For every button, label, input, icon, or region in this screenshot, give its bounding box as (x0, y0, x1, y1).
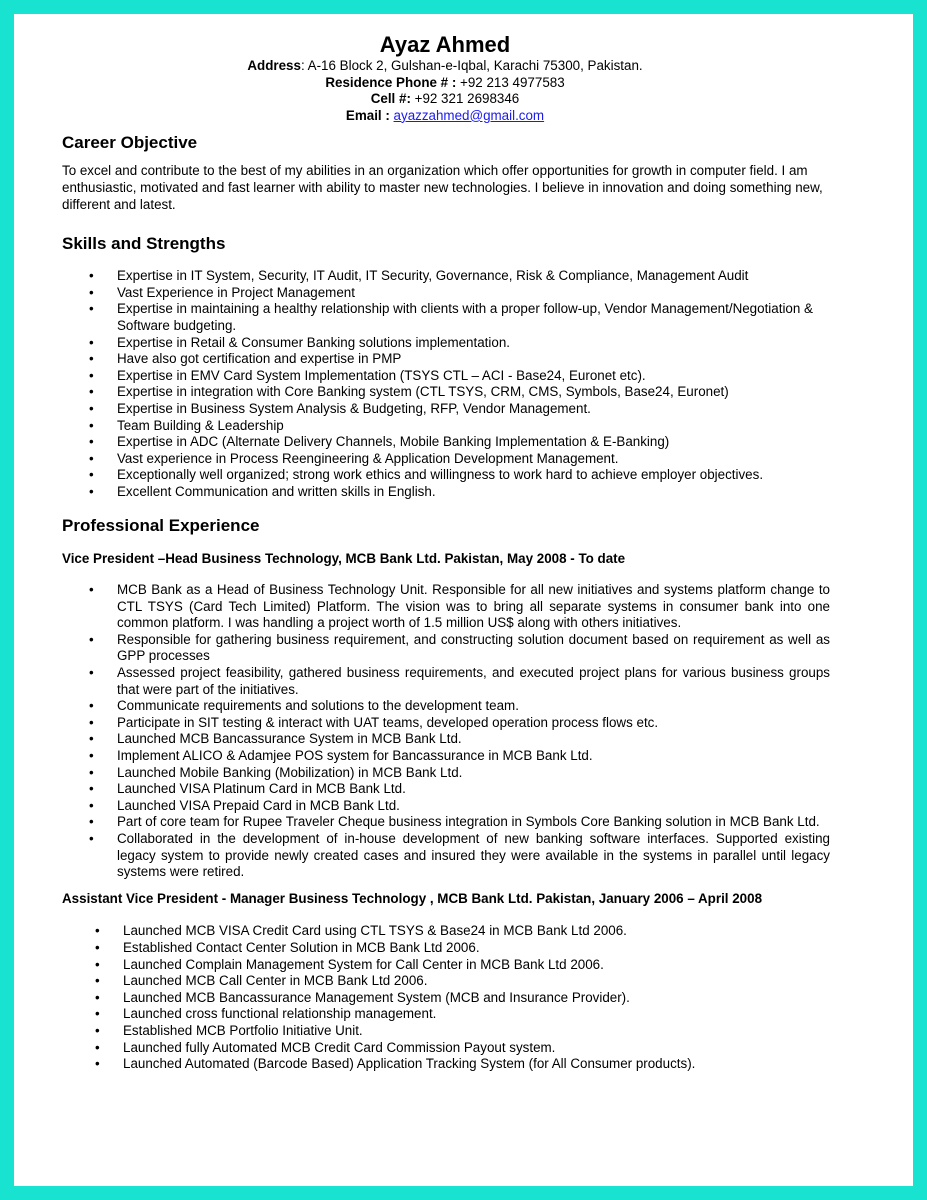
list-item-text: Expertise in ADC (Alternate Delivery Channels, Mobile Banking Implementation & E-Banking) (117, 434, 670, 450)
list-item-text: Launched cross functional relationship management. (123, 1006, 437, 1022)
list-item-text: Implement ALICO & Adamjee POS system for Bancassurance in MCB Bank Ltd. (117, 748, 593, 763)
bullet-icon: • (89, 814, 94, 830)
residence-phone-line (62, 75, 828, 92)
email-label: Email : (345, 107, 390, 123)
list-item (62, 973, 852, 990)
contact-header (62, 32, 828, 124)
list-item-text: Part of core team for Rupee Traveler Cheque business integration in Symbols Core Banking solution in MCB Bank Ltd. (117, 814, 820, 830)
skills-list (62, 268, 852, 500)
bullet-icon: • (95, 989, 100, 1005)
list-item (62, 1023, 852, 1040)
list-item (62, 1056, 852, 1073)
bullet-icon: • (95, 956, 100, 972)
list-item (62, 1006, 852, 1023)
list-item (62, 1040, 852, 1057)
email-line (62, 108, 828, 125)
list-item (62, 923, 852, 940)
bullet-icon: • (89, 284, 94, 300)
list-item (62, 451, 852, 468)
address-line (62, 58, 828, 75)
list-item-text: Launched Complain Management System for Call Center in MCB Bank Ltd 2006. (123, 956, 604, 972)
list-item (62, 368, 852, 385)
list-item-text: Established MCB Portfolio Initiative Unit. (123, 1022, 363, 1038)
list-item-text: Launched MCB VISA Credit Card using CTL TSYS & Base24 in MCB Bank Ltd 2006. (123, 923, 627, 939)
list-item (62, 940, 852, 957)
bullet-icon: • (89, 631, 94, 647)
career-objective-text: To excel and contribute to the best of my abilities in an organization which offer opportunities for growth in computer field. I am enthusiastic, motivated and fast learner with ability to master new technologies. I believe in innovation and doing something new, different and latest. (62, 163, 823, 212)
job-title-assistant-vice-president: Assistant Vice President - Manager Business Technology , MCB Bank Ltd. Pakistan, January 2006 – April 2008 (62, 890, 763, 906)
address-value: : A-16 Block 2, Gulshan-e-Iqbal, Karachi 75300, Pakistan. (300, 58, 643, 73)
list-item-text: Established Contact Center Solution in MCB Bank Ltd 2006. (123, 939, 480, 955)
bullet-icon: • (89, 698, 94, 714)
list-item-text: Excellent Communication and written skills in English. (117, 483, 436, 499)
email-link[interactable]: ayazzahmed@gmail.com (393, 107, 545, 123)
bullet-icon: • (95, 1039, 100, 1055)
list-item (62, 434, 852, 451)
bullet-icon: • (95, 1022, 100, 1038)
cell-line (62, 91, 828, 108)
bullet-icon: • (89, 384, 94, 400)
bullet-icon: • (89, 714, 94, 730)
list-item (62, 990, 852, 1007)
bullet-icon: • (89, 665, 94, 681)
bullet-icon: • (89, 400, 94, 416)
list-item (62, 335, 852, 352)
list-item-text: Launched VISA Prepaid Card in MCB Bank Ltd. (117, 797, 400, 813)
bullet-icon: • (89, 334, 94, 350)
skills-heading: Skills and Strengths (62, 234, 226, 254)
list-item-text: Communicate requirements and solutions to the development team. (117, 698, 519, 714)
list-item-text: Have also got certification and expertise in PMP (117, 351, 402, 367)
list-item (62, 351, 852, 368)
bullet-icon: • (89, 764, 94, 780)
bullet-icon: • (89, 434, 94, 450)
bullet-icon: • (89, 483, 94, 499)
list-item-text: Collaborated in the development of in-house development of new banking software interfaces. Supported existing legacy system to provide newly created cases and insured they were available in the systems in parallel until legacy systems were retired. (117, 830, 830, 880)
bullet-icon: • (95, 939, 100, 955)
cell-label: Cell #: (370, 91, 411, 107)
list-item (62, 268, 852, 285)
list-item (62, 665, 852, 698)
bullet-icon: • (89, 268, 94, 284)
list-item (62, 301, 852, 334)
bullet-icon: • (89, 467, 94, 483)
list-item-text: Expertise in integration with Core Banking system (CTL TSYS, CRM, CMS, Symbols, Base24, Euronet) (117, 384, 729, 400)
list-item-text: Launched MCB Call Center in MCB Bank Ltd 2006. (123, 973, 428, 989)
list-item-text: Participate in SIT testing & interact with UAT teams, developed operation process flows etc. (117, 714, 659, 730)
bullet-icon: • (89, 450, 94, 466)
list-item (62, 698, 852, 715)
list-item (62, 418, 852, 435)
bullet-icon: • (95, 973, 100, 989)
list-item (62, 632, 852, 665)
list-item-text: Expertise in maintaining a healthy relationship with clients with a proper follow-up, Vendor Management/Negotiation & Software budgeting. (117, 301, 813, 333)
list-item-text: Team Building & Leadership (117, 417, 284, 433)
list-item (62, 748, 852, 765)
list-item-text: Expertise in Business System Analysis & Budgeting, RFP, Vendor Management. (117, 400, 591, 416)
list-item-text: Vast experience in Process Reengineering & Application Development Management. (117, 450, 619, 466)
list-item (62, 781, 852, 798)
list-item-text: Launched Mobile Banking (Mobilization) in MCB Bank Ltd. (117, 764, 463, 780)
bullet-icon: • (89, 301, 94, 317)
bullet-icon: • (89, 367, 94, 383)
bullet-icon: • (89, 351, 94, 367)
job-vice-president-duties (62, 582, 852, 881)
list-item (62, 831, 852, 881)
list-item (62, 582, 852, 632)
list-item-text: Launched MCB Bancassurance Management System (MCB and Insurance Provider). (123, 989, 630, 1005)
list-item-text: Expertise in EMV Card System Implementation (TSYS CTL – ACI - Base24, Euronet etc). (117, 367, 646, 383)
bullet-icon: • (89, 781, 94, 797)
bullet-icon: • (95, 923, 100, 939)
list-item (62, 765, 852, 782)
experience-heading: Professional Experience (62, 516, 260, 536)
list-item (62, 957, 852, 974)
list-item-text: Assessed project feasibility, gathered business requirements, and executed project plans for various business groups that were part of the initiatives. (117, 665, 830, 697)
list-item-text: Expertise in IT System, Security, IT Audit, IT Security, Governance, Risk & Compliance, Management Audit (117, 268, 749, 284)
bullet-icon: • (89, 731, 94, 747)
job-assistant-vice-president-duties (62, 923, 852, 1072)
list-item-text: Expertise in Retail & Consumer Banking solutions implementation. (117, 334, 510, 350)
career-objective-heading: Career Objective (62, 133, 198, 153)
list-item-text: Launched MCB Bancassurance System in MCB Bank Ltd. (117, 731, 462, 747)
list-item (62, 384, 852, 401)
list-item-text: Launched Automated (Barcode Based) Application Tracking System (for All Consumer products). (123, 1056, 696, 1072)
bullet-icon: • (89, 830, 94, 846)
residence-phone-value: +92 213 4977583 (456, 74, 565, 90)
list-item-text: MCB Bank as a Head of Business Technology Unit. Responsible for all new initiatives and systems platform change to CTL TSYS (Card Tech Limited) Platform. The vision was to bring all separate systems in consumer bank into one common platform. I was handling a project worth of 1.5 million US$ along with others initiatives. (117, 582, 830, 631)
list-item-text: Launched VISA Platinum Card in MCB Bank Ltd. (117, 781, 406, 797)
list-item-text: Launched fully Automated MCB Credit Card Commission Payout system. (123, 1039, 556, 1055)
list-item-text: Exceptionally well organized; strong work ethics and willingness to work hard to achieve employer objectives. (117, 467, 764, 483)
list-item (62, 715, 852, 732)
bullet-icon: • (89, 582, 94, 598)
candidate-name: Ayaz Ahmed (379, 32, 511, 57)
job-title-vice-president: Vice President –Head Business Technology, MCB Bank Ltd. Pakistan, May 2008 - To date (62, 551, 626, 567)
bullet-icon: • (89, 417, 94, 433)
bullet-icon: • (95, 1006, 100, 1022)
list-item-text: Responsible for gathering business requirement, and constructing solution document based on requirement as well as GPP processes (117, 631, 830, 664)
list-item (62, 467, 852, 484)
bullet-icon: • (89, 797, 94, 813)
list-item-text: Vast Experience in Project Management (117, 284, 355, 300)
list-item (62, 814, 852, 831)
list-item (62, 401, 852, 418)
list-item (62, 731, 852, 748)
list-item (62, 484, 852, 501)
list-item (62, 285, 852, 302)
bullet-icon: • (95, 1056, 100, 1072)
bullet-icon: • (89, 748, 94, 763)
address-label: Address (247, 58, 301, 73)
cell-value: +92 321 2698346 (410, 91, 520, 107)
list-item (62, 798, 852, 815)
residence-phone-label: Residence Phone # : (325, 74, 457, 90)
resume-page (62, 32, 852, 1073)
